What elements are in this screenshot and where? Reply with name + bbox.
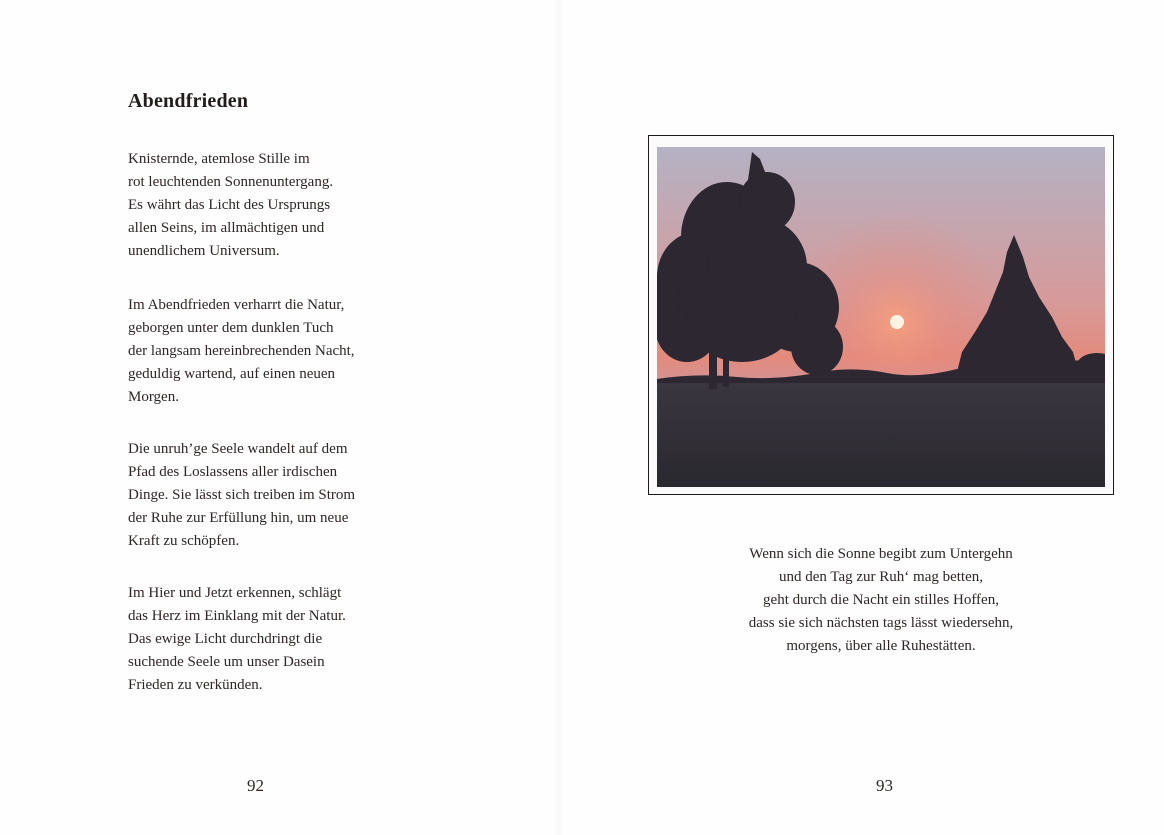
verse-line: Wenn sich die Sonne begibt zum Untergehn bbox=[749, 546, 1013, 562]
verse-line: morgens, über alle Ruhestätten. bbox=[786, 638, 976, 654]
stanza bbox=[128, 294, 355, 409]
poem-line: suchende Seele um unser Dasein bbox=[128, 654, 325, 670]
stanza bbox=[128, 438, 355, 553]
poem-line: Es währt das Licht des Ursprungs bbox=[128, 197, 331, 213]
poem-line: Frieden zu verkünden. bbox=[128, 677, 263, 693]
left-page bbox=[0, 0, 556, 835]
meadow bbox=[657, 383, 1105, 487]
verse-line: geht durch die Nacht ein stilles Hoffen, bbox=[763, 592, 999, 608]
poem-line: Das ewige Licht durchdringt die bbox=[128, 631, 323, 647]
stanza bbox=[128, 148, 333, 263]
poem-line: unendlichem Universum. bbox=[128, 243, 280, 259]
page-number: 92 bbox=[247, 776, 264, 795]
poem-line: der Ruhe zur Erfüllung hin, um neue bbox=[128, 510, 349, 526]
page-number: 93 bbox=[876, 776, 893, 795]
stanza bbox=[128, 582, 346, 697]
poem-line: Knisternde, atemlose Stille im bbox=[128, 151, 310, 167]
poem-line: Im Hier und Jetzt erkennen, schlägt bbox=[128, 585, 342, 601]
sun bbox=[890, 315, 904, 329]
sunset-photo bbox=[657, 147, 1105, 487]
poem-line: Im Abendfrieden verharrt die Natur, bbox=[128, 297, 345, 313]
poem-line: rot leuchtenden Sonnenuntergang. bbox=[128, 174, 334, 190]
poem-line: geborgen unter dem dunklen Tuch bbox=[128, 320, 334, 336]
poem-line: der langsam hereinbrechenden Nacht, bbox=[128, 343, 355, 359]
right-page bbox=[560, 0, 1164, 835]
photo-frame bbox=[648, 135, 1114, 495]
poem-line: geduldig wartend, auf einen neuen bbox=[128, 366, 336, 382]
poem-line: Pfad des Loslassens aller irdischen bbox=[128, 464, 338, 480]
poem-line: Dinge. Sie lässt sich treiben im Strom bbox=[128, 487, 356, 503]
verse-line: dass sie sich nächsten tags lässt wiedersehn, bbox=[748, 615, 1014, 631]
poem-line: das Herz im Einklang mit der Natur. bbox=[128, 608, 346, 624]
poem-line: Die unruh’ge Seele wandelt auf dem bbox=[128, 441, 348, 457]
poem-line: Morgen. bbox=[128, 389, 179, 405]
poem-line: Kraft zu schöpfen. bbox=[128, 533, 240, 549]
poem-title: Abendfrieden bbox=[128, 90, 249, 112]
verse bbox=[648, 543, 1114, 658]
verse-line: und den Tag zur Ruh‘ mag betten, bbox=[778, 569, 984, 585]
poem-line: allen Seins, im allmächtigen und bbox=[128, 220, 325, 236]
